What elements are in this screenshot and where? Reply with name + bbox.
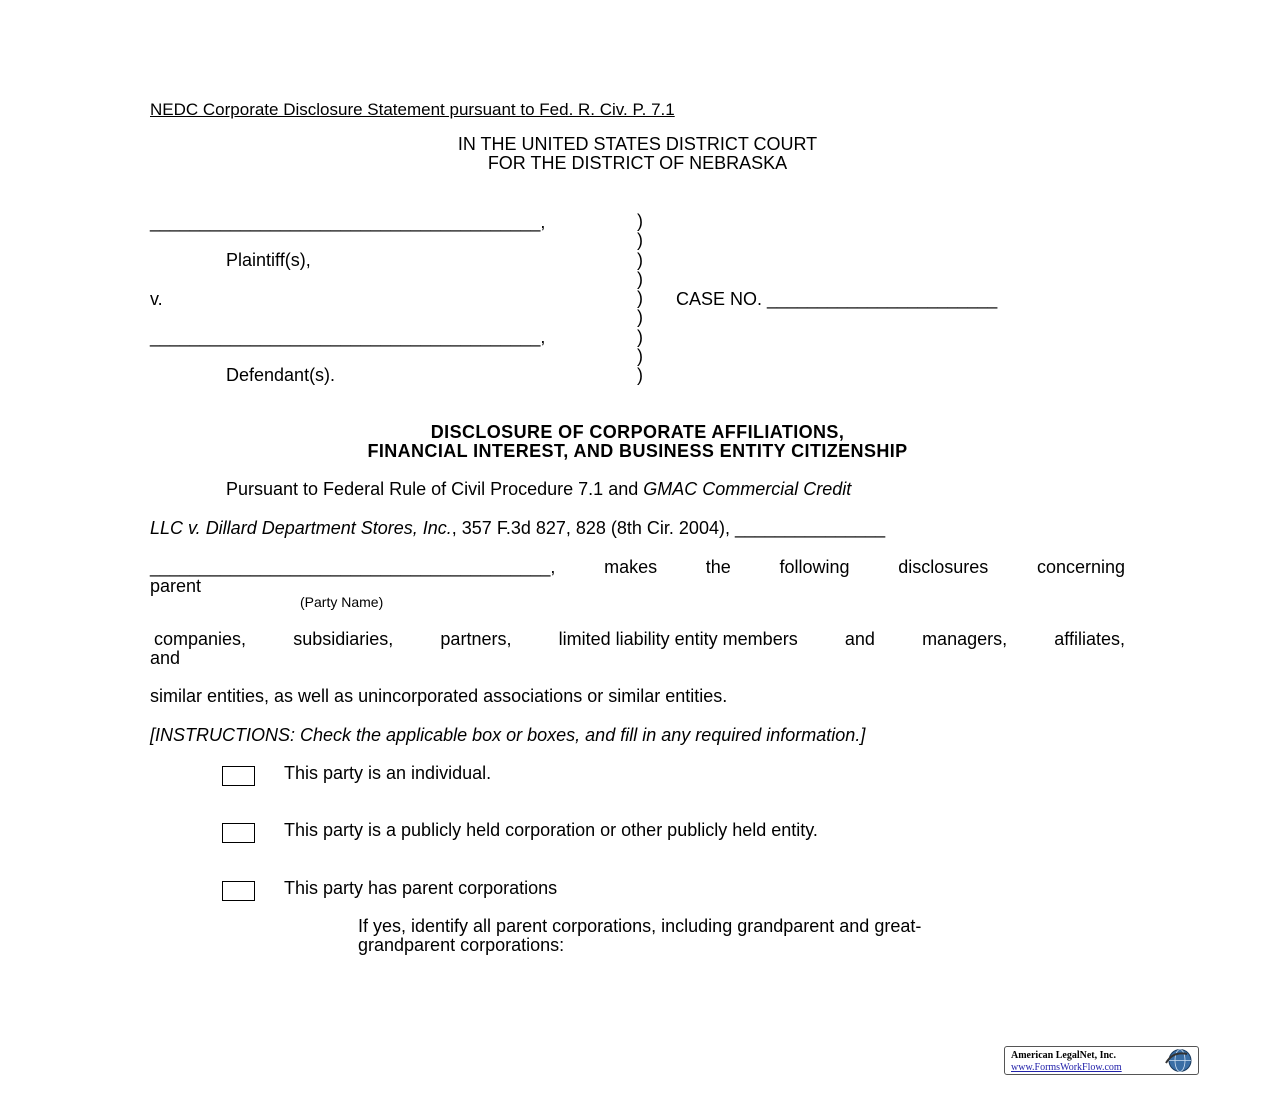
body-word: the [705, 557, 731, 577]
logo-company-name: American LegalNet, Inc. [1011, 1050, 1116, 1061]
logo-url-link[interactable]: www.FormsWorkFlow.com [1011, 1062, 1122, 1073]
caption-parentheses: ) ) ) ) ) ) ) ) ) [637, 211, 643, 386]
public-corporation-checkbox[interactable] [222, 823, 255, 843]
body-word: concerning [1036, 557, 1125, 577]
defendant-label: Defendant(s). [226, 365, 336, 385]
case-no-blank[interactable]: _______________________ [767, 289, 998, 309]
court-name: IN THE UNITED STATES DISTRICT COURT [457, 134, 818, 154]
body-word: partners, [440, 629, 512, 649]
body-line-4 [154, 629, 1125, 649]
body-word: companies, [154, 629, 247, 649]
party-name-caption: (Party Name) [300, 594, 384, 610]
plaintiff-name-blank[interactable]: _______________________________________, [150, 212, 546, 232]
document-title-line2: FINANCIAL INTEREST, AND BUSINESS ENTITY CITIZENSHIP [367, 441, 908, 461]
case-name-part2: LLC v. Dillard Department Stores, Inc. [150, 518, 452, 538]
individual-option-label: This party is an individual. [284, 763, 492, 783]
globe-icon [1163, 1048, 1195, 1073]
body-line-4-wrap: and [150, 648, 181, 668]
body-line-5: similar entities, as well as unincorporated associations or similar entities. [150, 686, 728, 706]
case-no-label: CASE NO. [676, 289, 763, 309]
parent-followup-line1: If yes, identify all parent corporations, including grandparent and great- [358, 916, 922, 936]
instructions: [INSTRUCTIONS: Check the applicable box or boxes, and fill in any required information.] [150, 725, 866, 745]
body-word: managers, [922, 629, 1008, 649]
individual-checkbox[interactable] [222, 766, 255, 786]
body-word: and [844, 629, 875, 649]
document-title-line1: DISCLOSURE OF CORPORATE AFFILIATIONS, [430, 422, 845, 442]
body-word: subsidiaries, [293, 629, 394, 649]
body-word: limited liability entity members [558, 629, 798, 649]
body-word: affiliates, [1054, 629, 1125, 649]
body-line-3-wrap: parent [150, 576, 202, 596]
body-word: disclosures [898, 557, 989, 577]
body-line-1 [226, 479, 851, 499]
form-title: NEDC Corporate Disclosure Statement pursuant to Fed. R. Civ. P. 7.1 [150, 100, 675, 119]
parent-corporations-option-label: This party has parent corporations [284, 878, 558, 898]
court-district: FOR THE DISTRICT OF NEBRASKA [487, 153, 788, 173]
public-corporation-option-label: This party is a publicly held corporation or other publicly held entity. [284, 820, 818, 840]
party-name-blank-start[interactable]: _______________ [734, 518, 886, 538]
defendant-name-blank[interactable]: _______________________________________, [150, 327, 546, 347]
case-name-part1: GMAC Commercial Credit [643, 479, 852, 499]
versus-label: v. [150, 289, 163, 309]
body-rule-citation: Pursuant to Federal Rule of Civil Procedure 7.1 and [226, 479, 639, 499]
body-line-2 [150, 518, 885, 538]
case-citation: , 357 F.3d 827, 828 (8th Cir. 2004), [451, 518, 730, 538]
body-line-3 [150, 557, 1125, 577]
body-word: makes [604, 557, 658, 577]
party-name-blank[interactable]: ________________________________________, [150, 557, 556, 577]
american-legalnet-logo[interactable] [1004, 1046, 1199, 1075]
body-word: following [779, 557, 850, 577]
case-number [676, 289, 997, 309]
parent-followup-line2: grandparent corporations: [358, 935, 565, 955]
plaintiff-label: Plaintiff(s), [226, 250, 311, 270]
parent-corporations-checkbox[interactable] [222, 881, 255, 901]
